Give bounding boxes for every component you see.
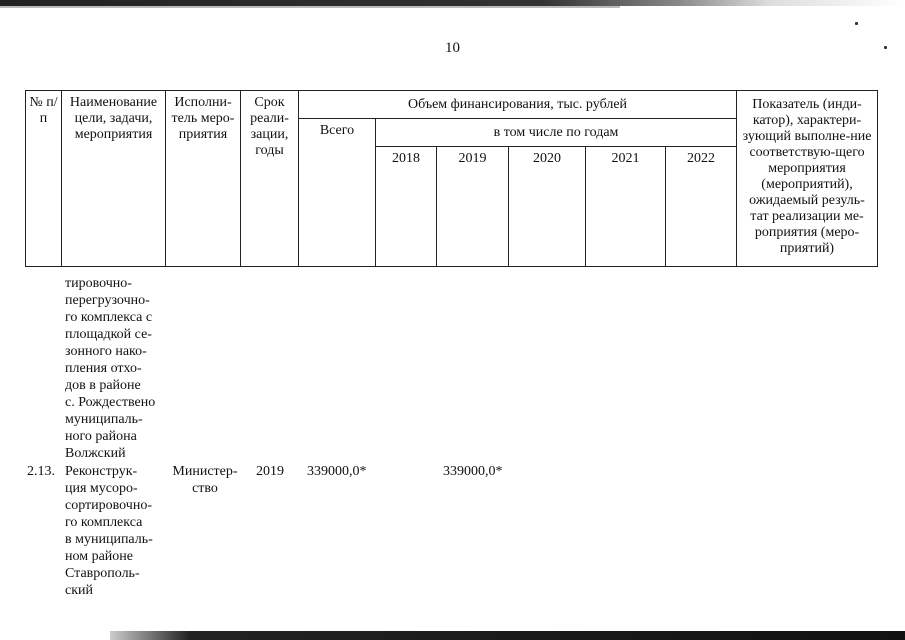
header-term: Срок реали-зации, годы (241, 91, 299, 267)
row-number: 2.13. (27, 464, 55, 479)
financing-table-header (25, 90, 878, 267)
header-indicator: Показатель (инди-катор), характери-зующий выполне-ние соответствую-щего мероприятия (мероприятий), ожидаемый резуль-тат реализации ме-роприятия (меро-приятий) (737, 91, 878, 267)
scan-edge-top-shadow (0, 6, 620, 8)
name-line: пления отхо- (65, 361, 142, 376)
header-year-2022: 2022 (666, 147, 737, 267)
header-year-2019: 2019 (437, 147, 509, 267)
scan-speck (855, 22, 858, 25)
name-line: сортировочно- (65, 498, 152, 513)
row-executor (168, 463, 242, 497)
name-line: в муниципаль- (65, 532, 153, 547)
header-by-years: в том числе по годам (376, 119, 737, 147)
name-line: ном районе (65, 549, 133, 564)
row-term: 2019 (256, 464, 284, 479)
name-line: зонного нако- (65, 344, 147, 359)
name-line: тировочно- (65, 276, 132, 291)
header-financing: Объем финансирования, тыс. рублей (299, 91, 737, 119)
name-line: Реконструк- (65, 464, 138, 479)
header-num: № п/п (26, 91, 62, 267)
name-line: муниципаль- (65, 412, 143, 427)
header-total: Всего (299, 119, 376, 267)
name-line: ция мусоро- (65, 481, 138, 496)
name-line: Волжский (65, 446, 126, 461)
name-line: площадкой се- (65, 327, 152, 342)
row-name (65, 463, 162, 599)
name-line: дов в районе (65, 378, 141, 393)
name-line: ский (65, 583, 93, 598)
executor-line: Министер- (172, 464, 238, 479)
header-name: Наименование цели, задачи, мероприятия (62, 91, 166, 267)
row-continued-name (65, 275, 162, 462)
row-2019: 339000,0* (443, 464, 503, 479)
name-line: Ставрополь- (65, 566, 140, 581)
header-year-2021: 2021 (586, 147, 666, 267)
scan-edge-bottom (110, 631, 905, 640)
executor-line: ство (192, 481, 218, 496)
name-line: го комплекса (65, 515, 143, 530)
name-line: с. Рождествено (65, 395, 156, 410)
header-executor: Исполни-тель меро-приятия (166, 91, 241, 267)
page-number: 10 (445, 40, 460, 56)
header-year-2020: 2020 (509, 147, 586, 267)
row-total: 339000,0* (307, 464, 367, 479)
name-line: ного района (65, 429, 137, 444)
name-line: перегрузочно- (65, 293, 150, 308)
header-year-2018: 2018 (376, 147, 437, 267)
name-line: го комплекса с (65, 310, 153, 325)
